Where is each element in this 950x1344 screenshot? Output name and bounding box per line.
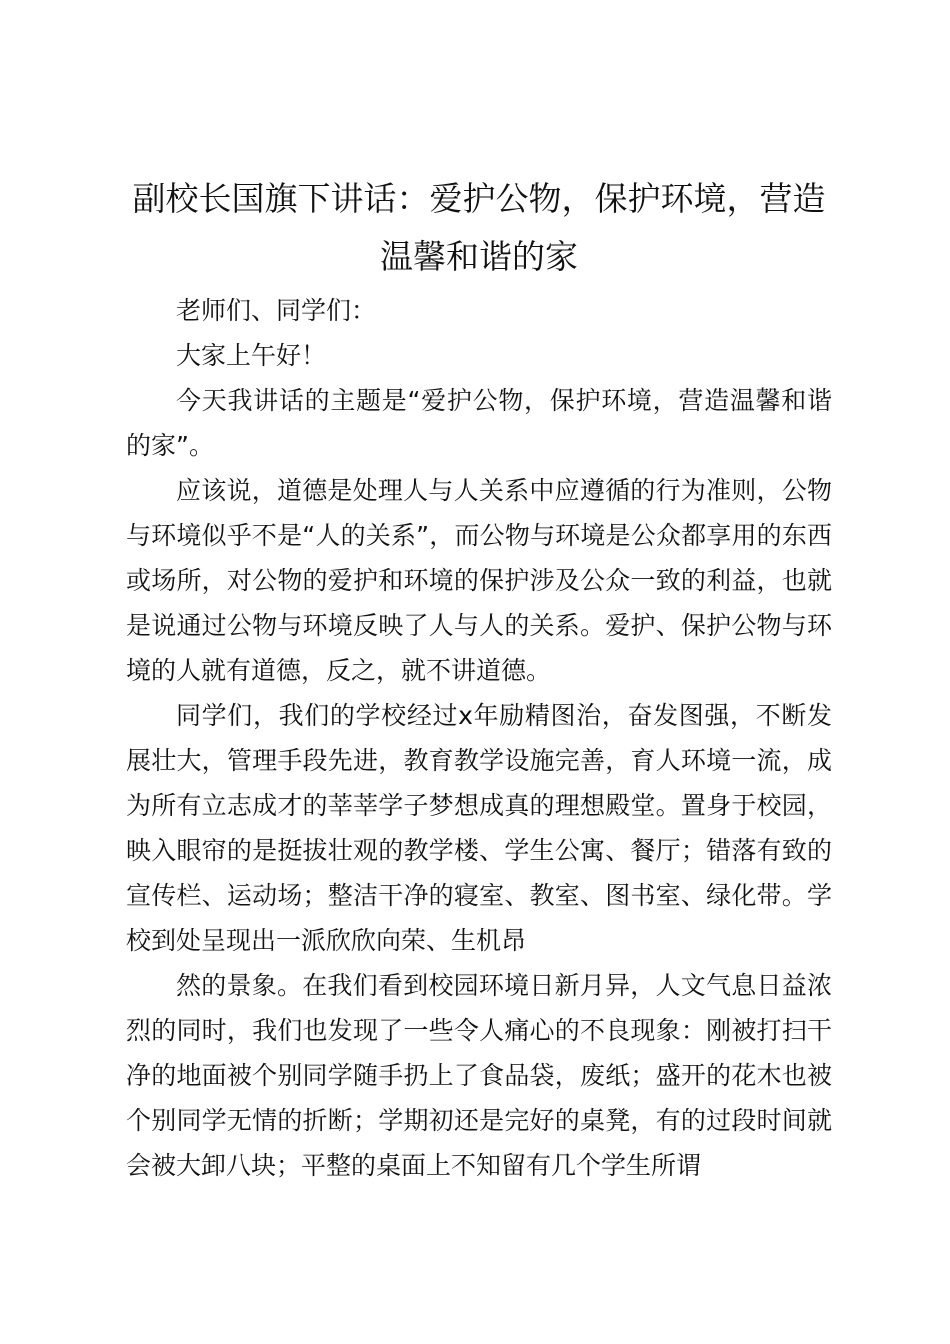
document-content (126, 170, 832, 1188)
paragraph-salutation: 大家上午好！ (176, 341, 327, 370)
paragraph-campus: 同学们，我们的学校经过x年励精图治，奋发图强，不断发展壮大，管理手段先进，教育教学设施完善，育人环境一流，成为所有立志成才的莘莘学子梦想成真的理想殿堂。置身于校园，映入眼帘的是挺拔壮观的教学楼、学生公寓、餐厅；错落有致的宣传栏、运动场；整洁干净的寝室、教室、图书室、绿化带。学校到处呈现出一派欣欣向荣、生机昂 (126, 701, 832, 955)
paragraph-morality: 应该说，道德是处理人与人关系中应遵循的行为准则，公物与环境似乎不是“人的关系”，而公物与环境是公众都享用的东西或场所，对公物的爱护和环境的保护涉及公众一致的利益，也就是说通过公物与环境反映了人与人的关系。爱护、保护公物与环境的人就有道德，反之，就不讲道德。 (126, 476, 832, 685)
paragraph-topic: 今天我讲话的主题是“爱护公物，保护环境，营造温馨和谐的家”。 (126, 386, 832, 460)
document-body (126, 288, 832, 1188)
paragraph-problems: 然的景象。在我们看到校园环境日新月异，人文气息日益浓烈的同时，我们也发现了一些令人痛心的不良现象：刚被打扫干净的地面被个别同学随手扔上了食品袋，废纸；盛开的花木也被个别同学无情的折断；学期初还是完好的桌凳，有的过段时间就会被大卸八块；平整的桌面上不知留有几个学生所谓 (126, 971, 832, 1180)
paragraph-greeting: 老师们、同学们： (176, 296, 377, 325)
document-title: 副校长国旗下讲话：爱护公物，保护环境，营造温馨和谐的家 (132, 179, 826, 276)
